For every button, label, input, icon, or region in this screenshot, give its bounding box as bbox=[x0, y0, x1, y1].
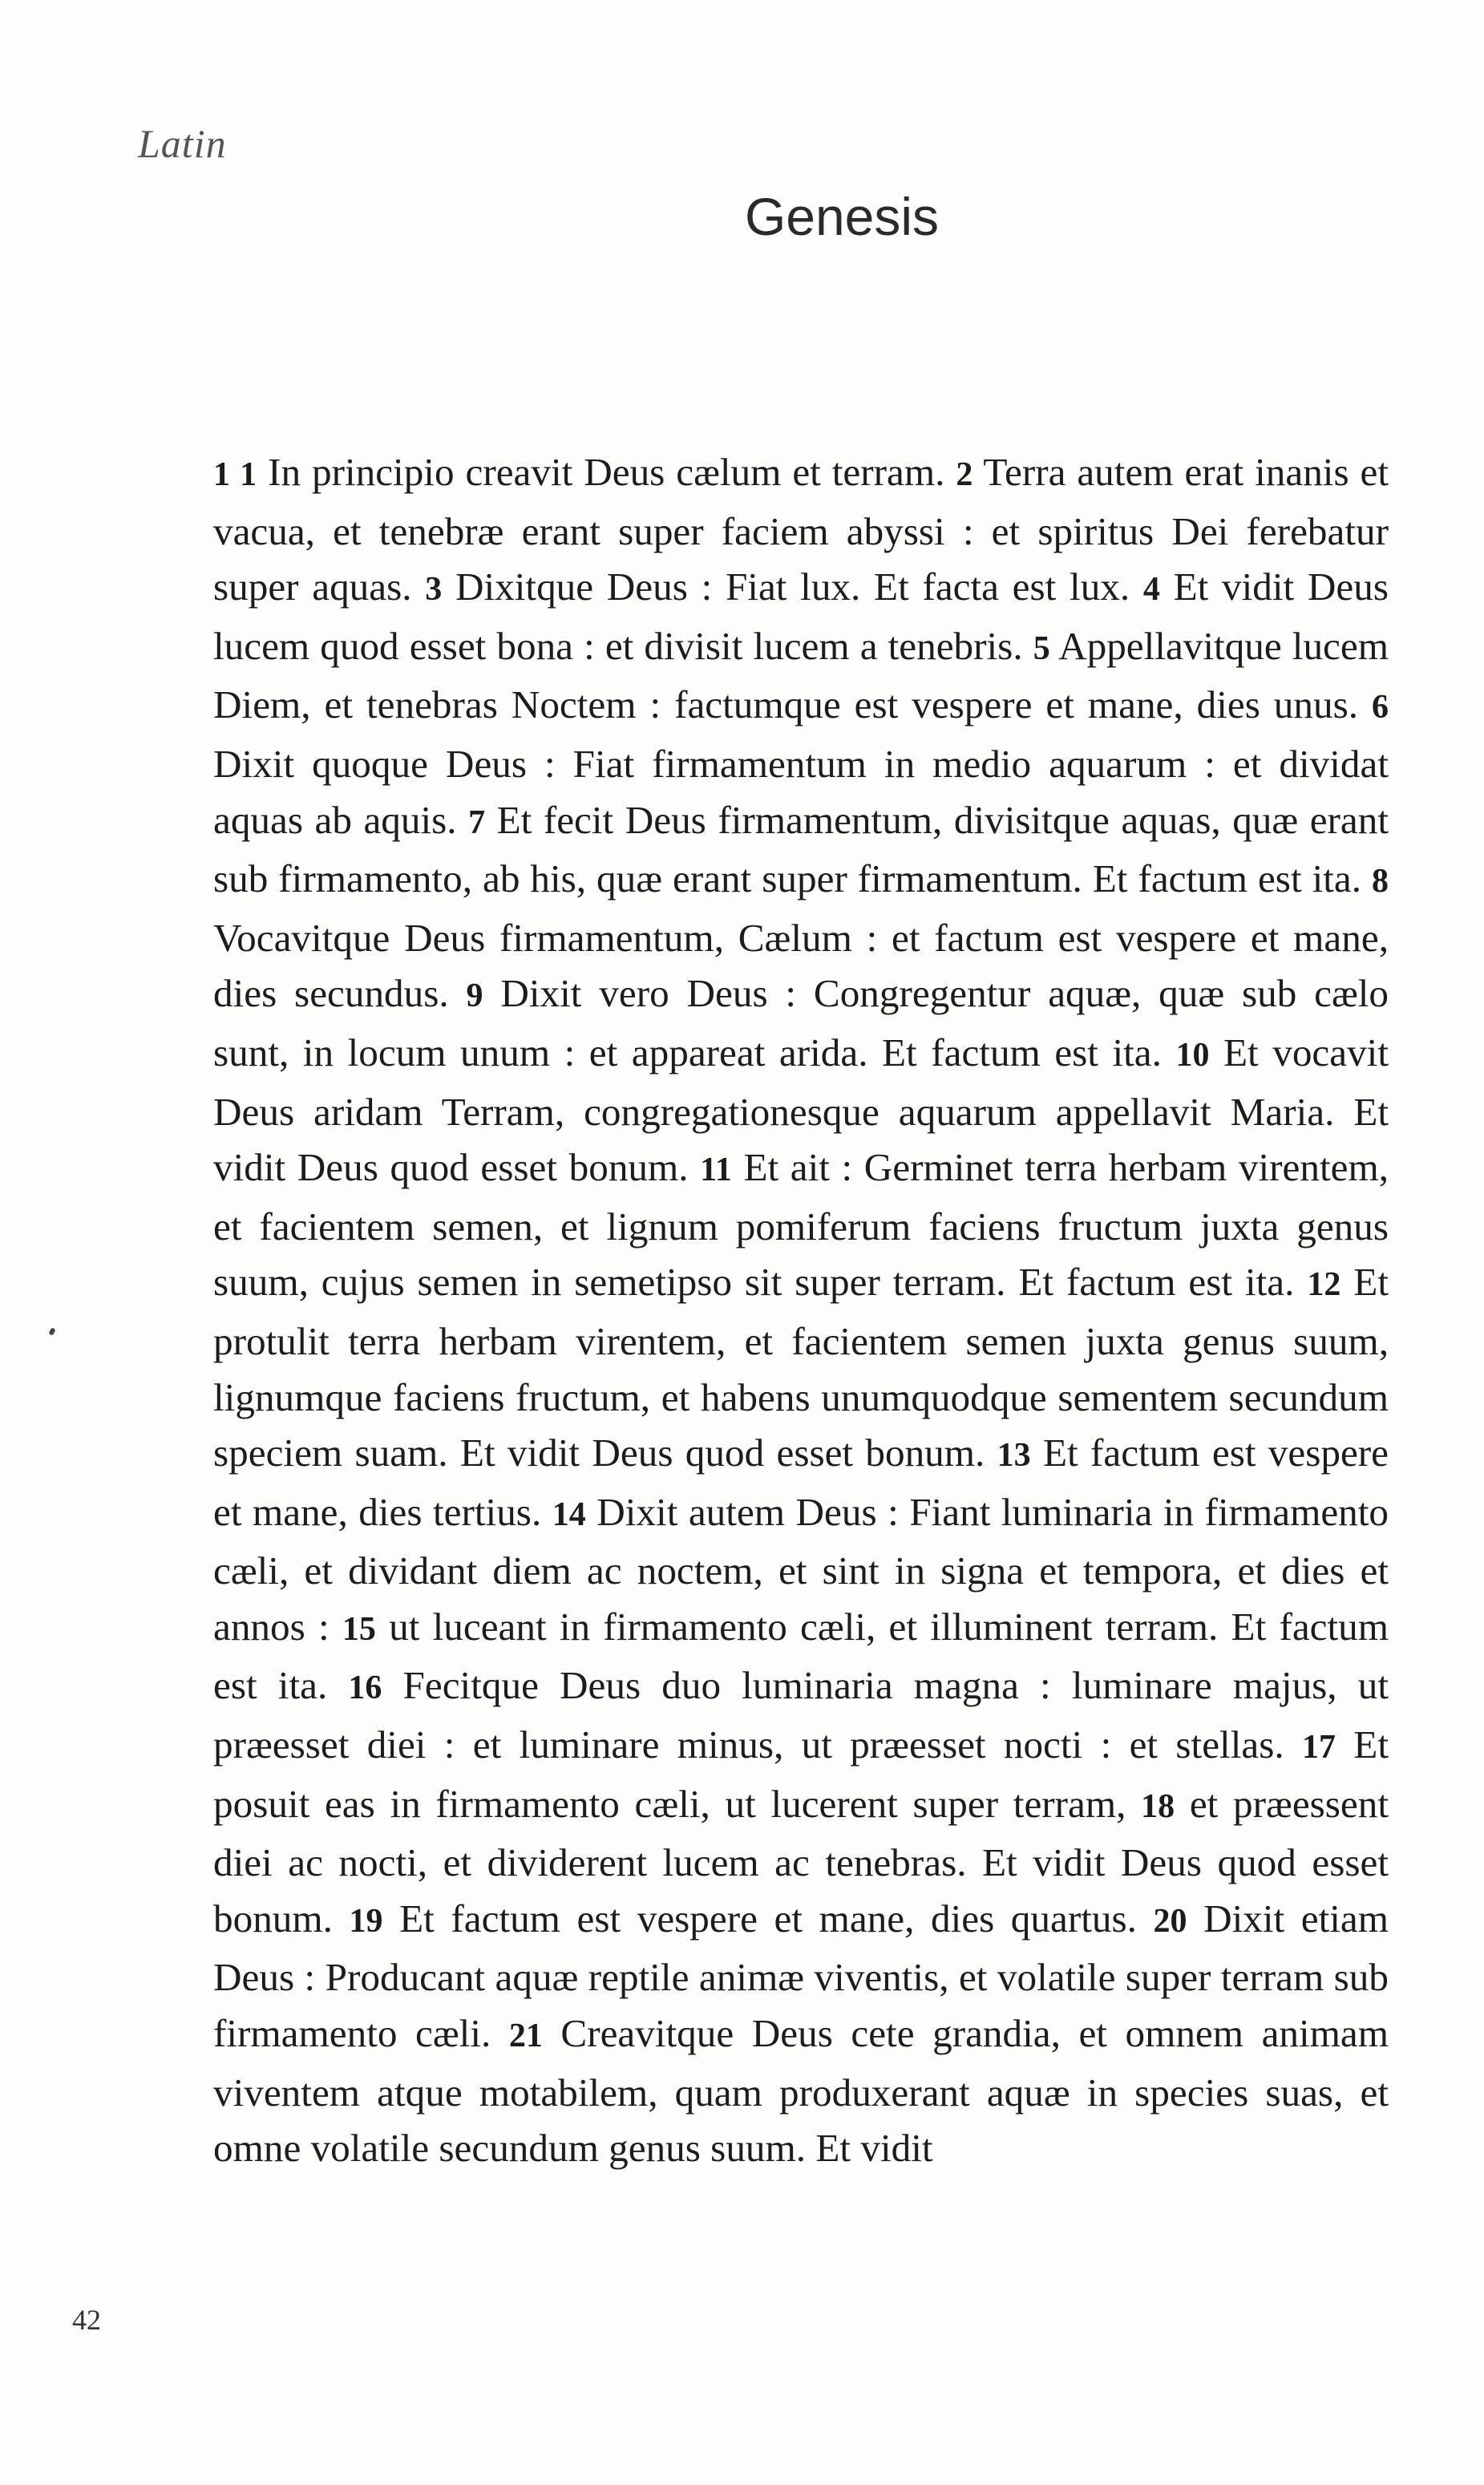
verse-text: ut luceant in firmamento cæli, et illuminent terram. Et factum est ita. bbox=[213, 1604, 1389, 1708]
verse-number: 15 bbox=[342, 1610, 376, 1648]
verse-number: 20 bbox=[1153, 1902, 1187, 1940]
verse-number: 5 bbox=[1033, 629, 1050, 667]
stray-ink-mark bbox=[48, 1327, 55, 1336]
verse-text: Dixit autem Deus : Fiant luminaria in firmamento cæli, et dividant diem ac noctem, et sint in signa et tempora, et dies et annos : bbox=[213, 1489, 1389, 1649]
verse-number: 11 bbox=[700, 1151, 732, 1189]
verse-number: 18 bbox=[1141, 1787, 1175, 1825]
verse-number: 14 bbox=[552, 1495, 586, 1533]
verse-text: Et vidit Deus lucem quod esset bona : et divisit lucem a tenebris. bbox=[213, 565, 1389, 668]
verse-text: Et fecit Deus firmamentum, divisitque aquas, quæ erant sub firmamento, ab his, quæ erant super firmamentum. Et factum est ita. bbox=[213, 797, 1389, 901]
verse-number: 17 bbox=[1301, 1729, 1336, 1767]
verse-number: 7 bbox=[468, 803, 486, 841]
verse-number: 21 bbox=[508, 2018, 543, 2055]
verse-text-block bbox=[213, 444, 1389, 2176]
verse-text: et præessent diei ac nocti, et dividerent lucem ac tenebras. Et vidit Deus quod esset bonum. bbox=[213, 1781, 1389, 1941]
verse-number: 16 bbox=[348, 1669, 382, 1707]
verse-number: 12 bbox=[1307, 1266, 1341, 1304]
running-head: Latin bbox=[138, 121, 227, 166]
verse-number: 4 bbox=[1142, 571, 1160, 609]
verse-text: Terra autem erat inanis et vacua, et tenebræ erant super faciem abyssi : et spiritus Dei ferebatur super aquas. bbox=[213, 450, 1389, 609]
verse-text: Dixitque Deus : Fiat lux. Et facta est lux. bbox=[455, 565, 1130, 609]
verse-number: 9 bbox=[466, 977, 483, 1015]
verse-text: Fecitque Deus duo luminaria magna : luminare majus, ut præesset diei : et luminare minus, ut præesset nocti : et stellas. bbox=[213, 1663, 1389, 1767]
verse-text: Et vocavit Deus aridam Terram, congregationesque aquarum appellavit Maria. Et vidit Deus quod esset bonum. bbox=[213, 1030, 1389, 1190]
verse-text: Et protulit terra herbam virentem, et facientem semen juxta genus suum, lignumque faciens fructum, et habens unumquodque sementem secundum speciem suam. Et vidit Deus quod esset bonum. bbox=[213, 1260, 1389, 1475]
verse-text: Et factum est vespere et mane, dies quartus. bbox=[399, 1896, 1137, 1941]
verse-text: Et posuit eas in firmamento cæli, ut lucerent super terram, bbox=[213, 1722, 1389, 1826]
verse-number: 13 bbox=[997, 1437, 1031, 1475]
verse-number: 2 bbox=[956, 456, 973, 493]
verse-text: Appellavitque lucem Diem, et tenebras Noctem : factumque est vespere et mane, dies unus. bbox=[213, 623, 1389, 727]
verse bbox=[213, 450, 944, 494]
verse bbox=[425, 565, 1130, 609]
verse-text: Dixit etiam Deus : Producant aquæ reptile animæ viventis, et volatile super terram sub firmamento cæli. bbox=[213, 1896, 1389, 2056]
verse bbox=[350, 1896, 1137, 1941]
verse-number: 19 bbox=[349, 1902, 383, 1940]
verse-number: 10 bbox=[1175, 1036, 1210, 1074]
verse bbox=[213, 1663, 1389, 1767]
page-number: 42 bbox=[72, 2304, 101, 2336]
page-title: Genesis bbox=[744, 187, 940, 246]
verse-text: Et ait : Germinet terra herbam virentem, et facientem semen, et lignum pomiferum faciens fructum juxta genus suum, cujus semen in semetipso sit super terram. Et factum est ita. bbox=[213, 1145, 1389, 1305]
verse-number: 1 1 bbox=[213, 456, 257, 493]
verse-number: 3 bbox=[425, 571, 443, 609]
verse-text: Dixit vero Deus : Congregentur aquæ, quæ sub cælo sunt, in locum unum : et appareat arida. Et factum est ita. bbox=[213, 971, 1389, 1075]
verse-number: 8 bbox=[1372, 863, 1389, 901]
verse-text: Vocavitque Deus firmamentum, Cælum : et factum est vespere et mane, dies secundus. bbox=[213, 915, 1389, 1016]
verse-text: Dixit quoque Deus : Fiat firmamentum in medio aquarum : et dividat aquas ab aquis. bbox=[213, 741, 1389, 842]
verse-number: 6 bbox=[1372, 689, 1389, 726]
verse-text: Creavitque Deus cete grandia, et omnem animam viventem atque motabilem, quam produxerant aquæ in species suas, et omne volatile secundum genus suum. Et vidit bbox=[213, 2011, 1389, 2171]
verse-text: Et factum est vespere et mane, dies tertius. bbox=[213, 1431, 1389, 1534]
verse-text: In principio creavit Deus cælum et terram. bbox=[268, 450, 945, 494]
